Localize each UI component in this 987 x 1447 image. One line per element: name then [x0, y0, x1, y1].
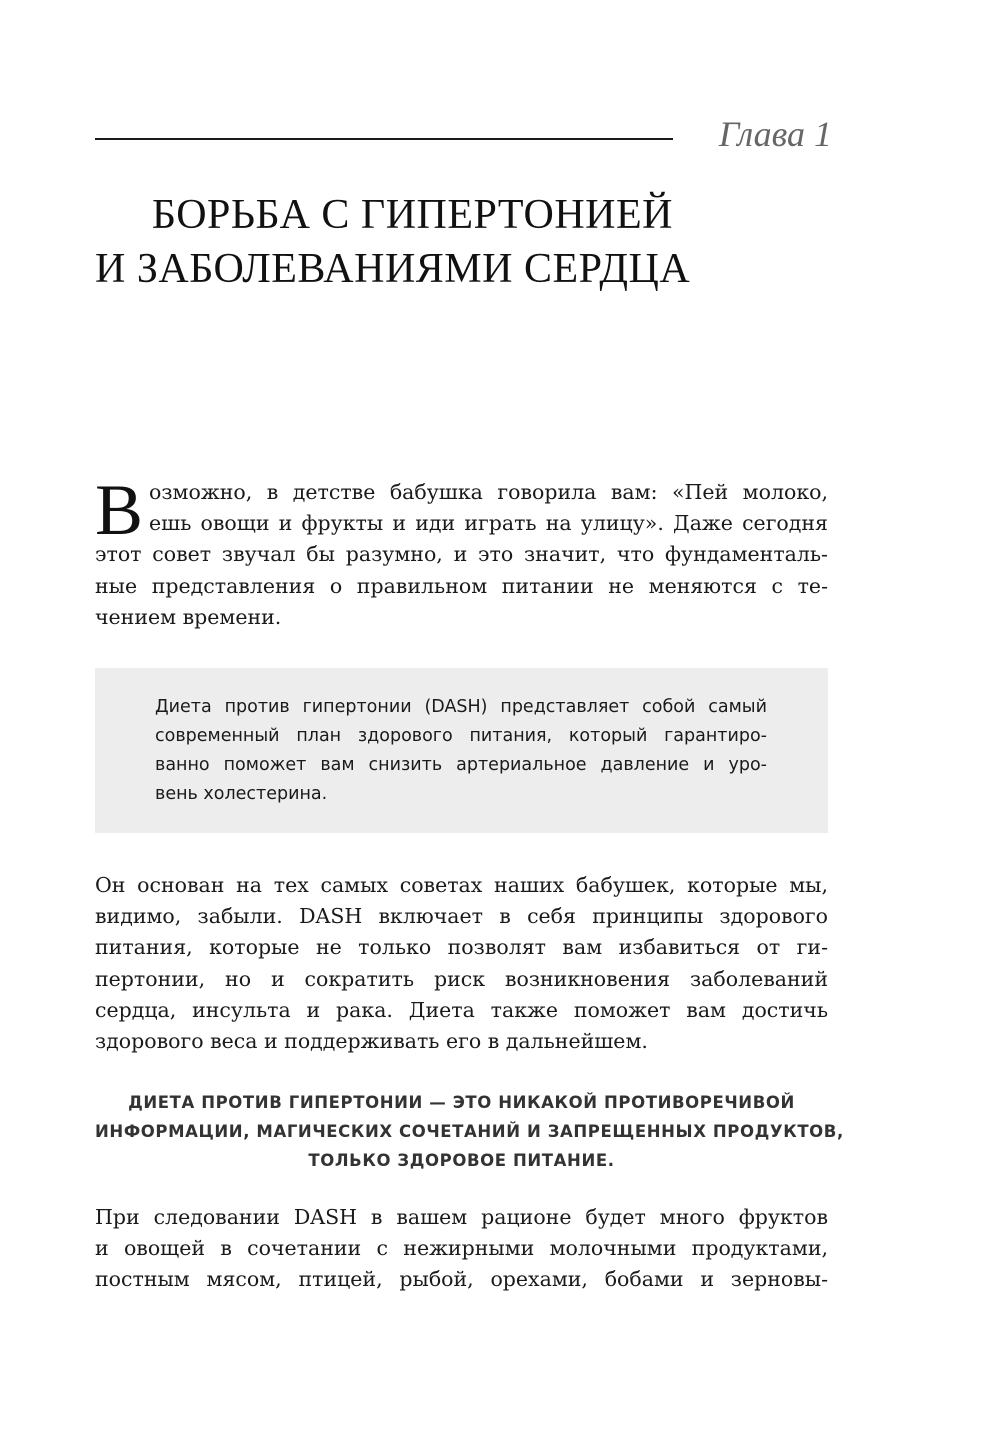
callout-text — [155, 693, 767, 809]
chapter-title-line: И ЗАБОЛЕВАНИЯМИ СЕРДЦА — [95, 246, 691, 292]
paragraph-line: пертонии, но и сократить риск возникновения заболеваний — [95, 966, 828, 991]
callout-line: ванно поможет вам снизить артериальное давление и уро- — [155, 755, 767, 775]
highlight-line: ИНФОРМАЦИИ, МАГИЧЕСКИХ СОЧЕТАНИЙ И ЗАПРЕЩЕННЫХ ПРОДУКТОВ, — [95, 1122, 844, 1141]
drop-cap: В — [95, 470, 144, 550]
paragraph-line: сердца, инсульта и рака. Диета также поможет вам достичь — [95, 997, 828, 1022]
body-paragraph-2 — [95, 870, 828, 1057]
intro-paragraph — [95, 470, 828, 633]
body-paragraph-3 — [95, 1202, 828, 1296]
paragraph-line: постным мясом, птицей, рыбой, орехами, бобами и зерновы- — [95, 1267, 828, 1292]
chapter-title — [95, 188, 691, 296]
paragraph-line: видимо, забыли. DASH включает в себя принципы здорового — [95, 904, 828, 929]
callout-line: современный план здорового питания, который гарантиро- — [155, 726, 767, 746]
chapter-rule — [95, 138, 673, 140]
paragraph-line: и овощей в сочетании с нежирными молочными продуктами, — [95, 1236, 828, 1261]
paragraph-line: Он основан на тех самых советах наших бабушек, которые мы, — [95, 873, 828, 897]
chapter-title-line: БОРЬБА С ГИПЕРТОНИЕЙ — [151, 192, 673, 238]
paragraph-line: ешь овощи и фрукты и иди играть на улицу». Даже сегодня — [149, 511, 828, 536]
chapter-label: Глава 1 — [718, 114, 832, 154]
paragraph-line: озможно, в детстве бабушка говорила вам: «Пей молоко, — [149, 480, 828, 504]
highlight-quote — [95, 1088, 844, 1175]
highlight-line: ТОЛЬКО ЗДОРОВОЕ ПИТАНИЕ. — [308, 1151, 615, 1170]
highlight-line: ДИЕТА ПРОТИВ ГИПЕРТОНИИ — ЭТО НИКАКОЙ ПРОТИВОРЕЧИВОЙ — [128, 1093, 795, 1112]
paragraph-line: здорового веса и поддерживать его в дальнейшем. — [95, 1029, 648, 1054]
paragraph-line: чением времени. — [95, 604, 282, 629]
paragraph-line: этот совет звучал бы разумно, и это значит, что фундаменталь- — [95, 542, 828, 567]
callout-line: вень холестерина. — [155, 784, 328, 804]
callout-line: Диета против гипертонии (DASH) представляет собой самый — [155, 697, 767, 717]
paragraph-line: При следовании DASH в вашем рационе будет много фруктов — [95, 1205, 828, 1229]
paragraph-line: питания, которые не только позволят вам избавиться от ги- — [95, 935, 828, 960]
paragraph-line: ные представления о правильном питании не меняются с те- — [95, 573, 828, 598]
